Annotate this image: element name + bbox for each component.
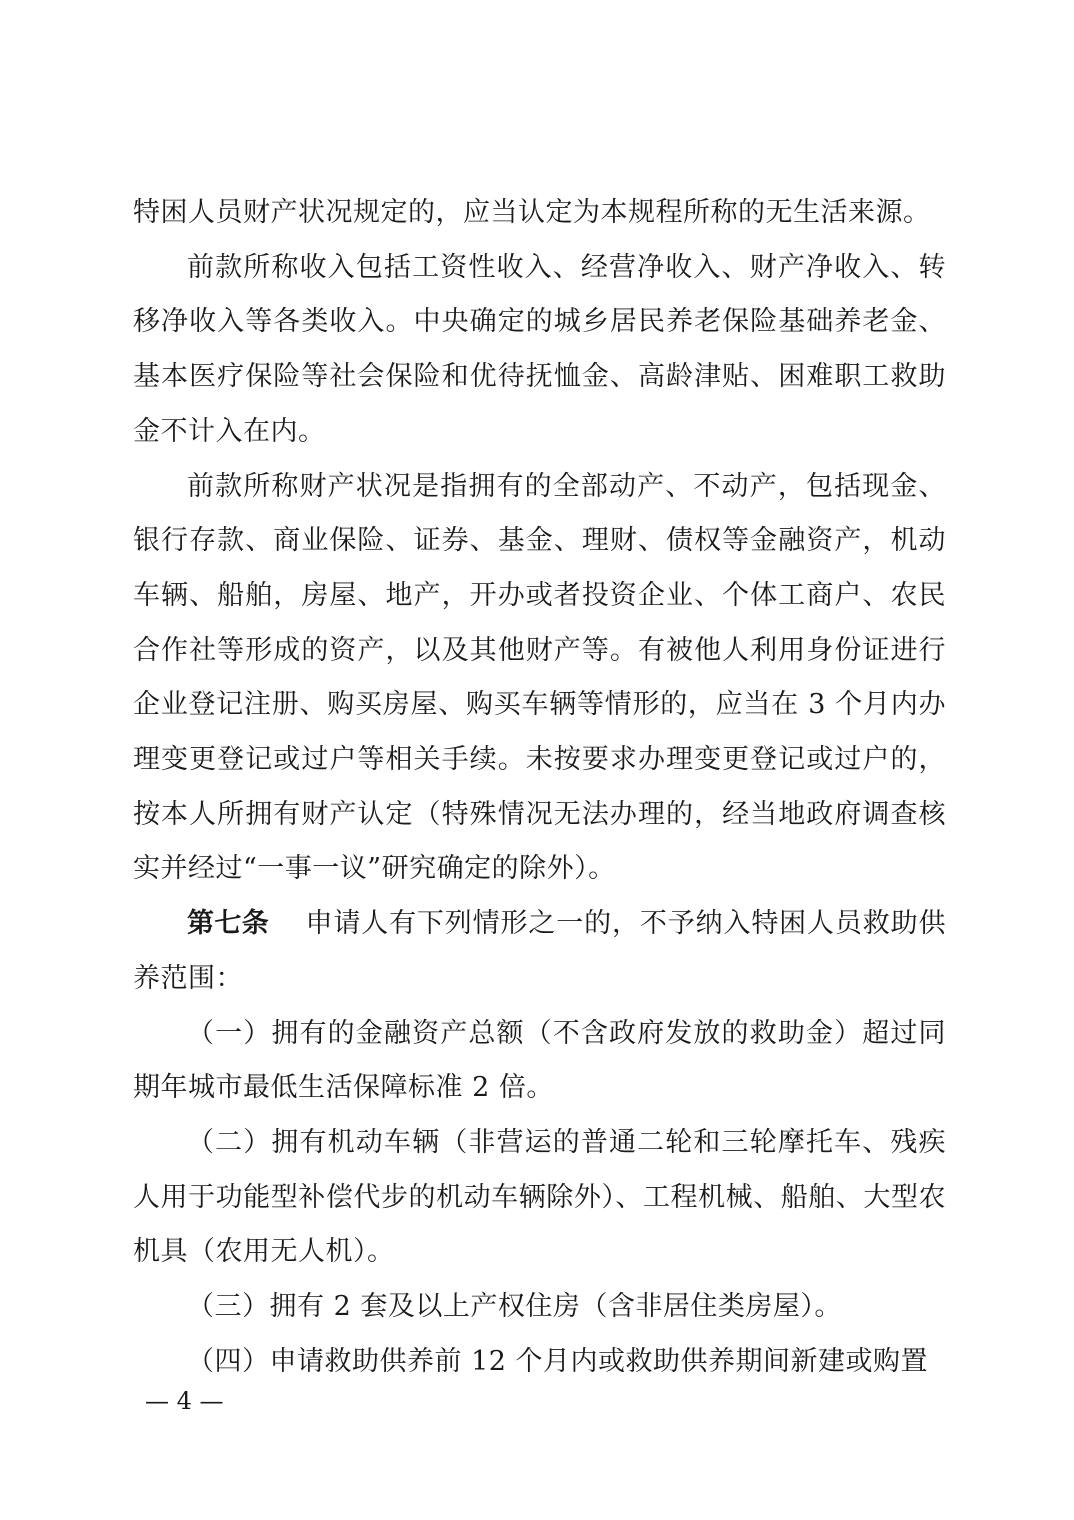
list-item-financial-assets: （一）拥有的金融资产总额（不含政府发放的救助金）超过同期年城市最低生活保障标准 2 倍。 <box>133 1017 946 1104</box>
document-body <box>133 186 946 1389</box>
paragraph-income-definition: 前款所称收入包括工资性收入、经营净收入、财产净收入、转移净收入等各类收入。中央确定的城乡居民养老保险基础养老金、基本医疗保险等社会保险和优待抚恤金、高龄津贴、困难职工救助金不计入在内。 <box>133 251 946 447</box>
list-item-housing: （三）拥有 2 套及以上产权住房（含非居住类房屋）。 <box>187 1291 842 1323</box>
list-item-motor-vehicles: （二）拥有机动车辆（非营运的普通二轮和三轮摩托车、残疾人用于功能型补偿代步的机动车辆除外）、工程机械、船舶、大型农机具（农用无人机）。 <box>133 1126 946 1268</box>
article-heading: 第七条 <box>187 908 270 940</box>
paragraph-no-source-of-living: 特困人员财产状况规定的，应当认定为本规程所称的无生活来源。 <box>133 197 931 228</box>
article-seven <box>133 897 946 1006</box>
page-number: — 4 — <box>145 1387 224 1415</box>
list-item-new-construction: （四）申请救助供养前 12 个月内或救助供养期间新建或购置 <box>187 1345 929 1377</box>
paragraph-property-definition: 前款所称财产状况是指拥有的全部动产、不动产，包括现金、银行存款、商业保险、证券、基金、理财、债权等金融资产，机动车辆、船舶，房屋、地产，开办或者投资企业、个体工商户、农民合作社等形成的资产，以及其他财产等。有被他人利用身份证进行企业登记注册、购买房屋、购买车辆等情形的，应当在 3 个月内办理变更登记或过户等相关手续。未按要求办理变更登记或过户的，按本人所拥有财产认定（特殊情况无法办理的，经当地政府调查核实并经过“一事一议”研究确定的除外）。 <box>133 470 946 885</box>
article-text: 申请人有下列情形之一的，不予纳入特困人员救助供养范围： <box>133 908 947 994</box>
